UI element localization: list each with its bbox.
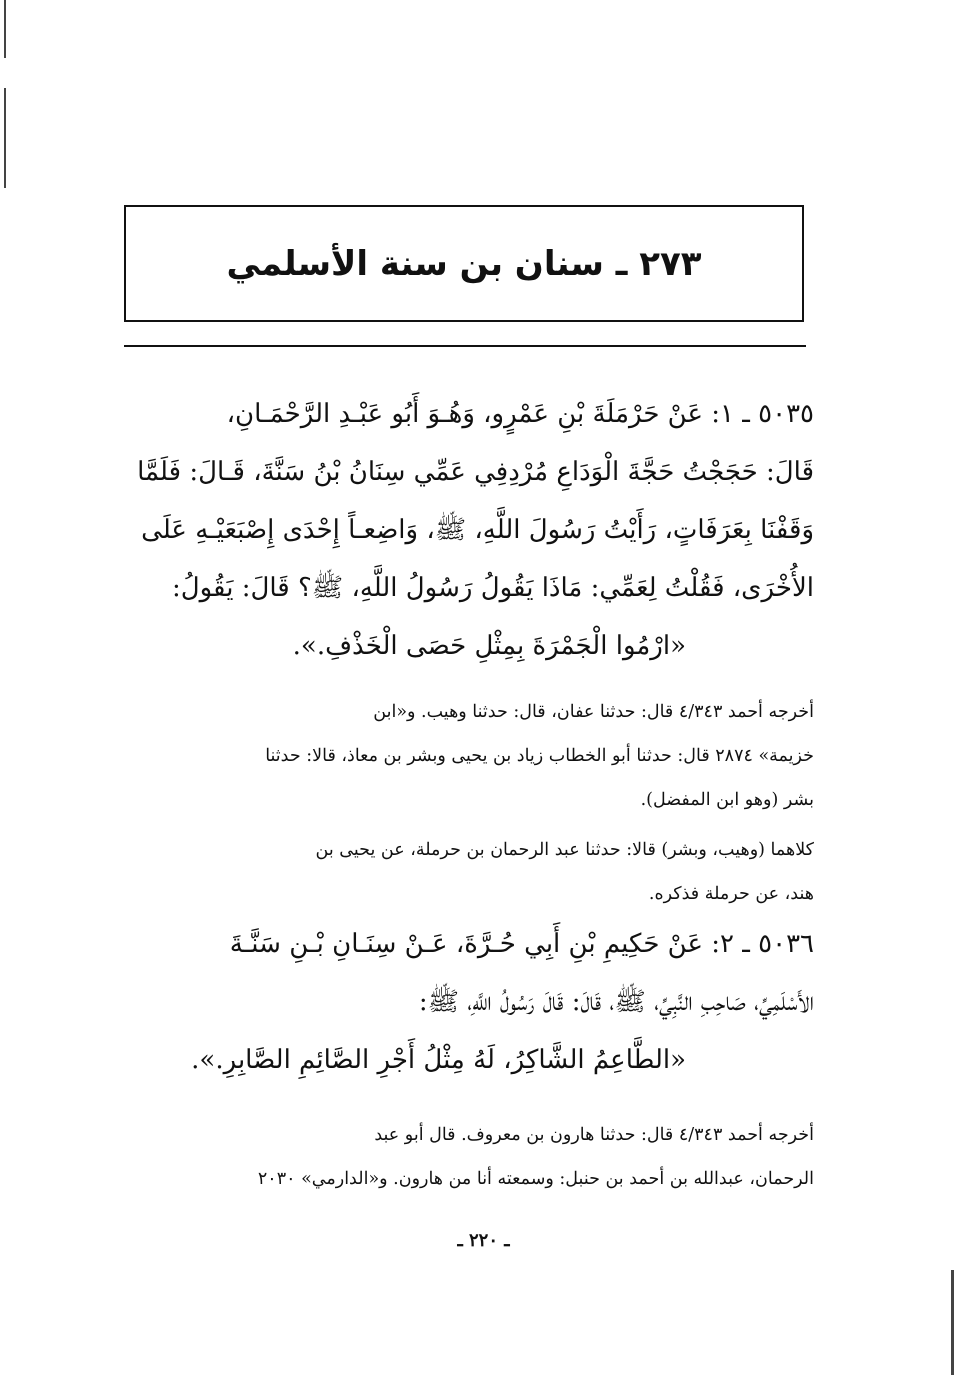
note-line: أخرجه أحمد ٤/٣٤٣ قال: حدثنا هارون بن معروف. قال أبو عبد — [374, 1125, 814, 1145]
note-line: خزيمة» ٢٨٧٤ قال: حدثنا أبو الخطاب زياد بن يحيى وبشر بن معاذ، قالا: حدثنا — [265, 746, 814, 766]
note-line: هند، عن حرملة فذكره. — [648, 884, 814, 904]
hadith-5035-line: وَقَفْنَا بِعَرَفَاتٍ، رَأَيْتُ رَسُولَ اللَّهِ، ﷺ، وَاضِعـاً إِحْدَى إِصْبَعَيْـهِ عَلَى — [141, 515, 814, 545]
note-line: كلاهما (وهيب، وبشر) قالا: حدثنا عبد الرحمان بن حرملة، عن يحيى بن — [315, 840, 814, 860]
hadith-5035-line: ٥٠٣٥ ـ ١: عَنْ حَرْمَلَةَ بْنِ عَمْرٍو، وَهُـوَ أَبُو عَبْـدِ الرَّحْمَـانِ، — [226, 399, 814, 429]
hadith-5035-line: الأُخْرَى، فَقُلْتُ لِعَمِّي: مَاذَا يَقُولُ رَسُولُ اللَّهِ، ﷺ؟ قَالَ: يَقُولُ: — [171, 573, 814, 603]
takhrij-note-2 — [112, 828, 814, 916]
hadith-5036-quote: «الطَّاعِمُ الشَّاكِرُ، لَهُ مِثْلُ أَجْرِ الصَّائِمِ الصَّابِرِ.». — [191, 1045, 686, 1075]
note-line: أخرجه أحمد ٤/٣٤٣ قال: حدثنا عفان، قال: حدثنا وهيب. و«ابن — [373, 702, 814, 722]
chapter-title-box — [124, 205, 804, 322]
page-number: ـ ٢٢٠ ـ — [457, 1230, 510, 1251]
hadith-5035 — [112, 385, 814, 675]
hadith-5035-quote: «ارْمُوا الْجَمْرَةَ بِمِثْلِ حَصَى الْخَذْفِ.». — [292, 631, 686, 661]
takhrij-note-3 — [112, 1113, 814, 1201]
scan-edge-mark-top — [4, 0, 6, 58]
title-divider — [124, 345, 806, 347]
hadith-5036-line: ٥٠٣٦ ـ ٢: عَنْ حَكِيمِ بْنِ أَبِي حُـرَّةَ، عَـنْ سِنَـانِ بْـنِ سَنَّـةَ — [229, 929, 814, 959]
chapter-title: ٢٧٣ ـ سنان بن سنة الأسلمي — [226, 243, 702, 284]
note-line: الرحمان، عبدالله بن أحمد بن حنبل: وسمعته أنا من هارون. و«الدارمي» ٢٠٣٠ — [257, 1169, 814, 1189]
takhrij-note-1 — [112, 690, 814, 822]
note-line: بشر (وهو ابن المفضل). — [640, 790, 814, 810]
hadith-5036-line: الأَسْلَمِيِّ، صَاحِبِ النَّبِيِّ، ﷺ، قَالَ: قَالَ رَسُولُ اللَّهِ، ﷺ: — [418, 987, 814, 1017]
hadith-5035-line: قَالَ: حَجَجْتُ حَجَّةَ الْوَدَاعِ مُرْدِفِي عَمِّي سِنَانُ بْنُ سَنَّةَ، قَـالَ: فَلَمَّا — [137, 457, 814, 487]
scan-edge-mark-middle — [4, 88, 6, 188]
scan-edge-mark-right — [951, 1270, 954, 1375]
hadith-5036 — [112, 915, 814, 1089]
